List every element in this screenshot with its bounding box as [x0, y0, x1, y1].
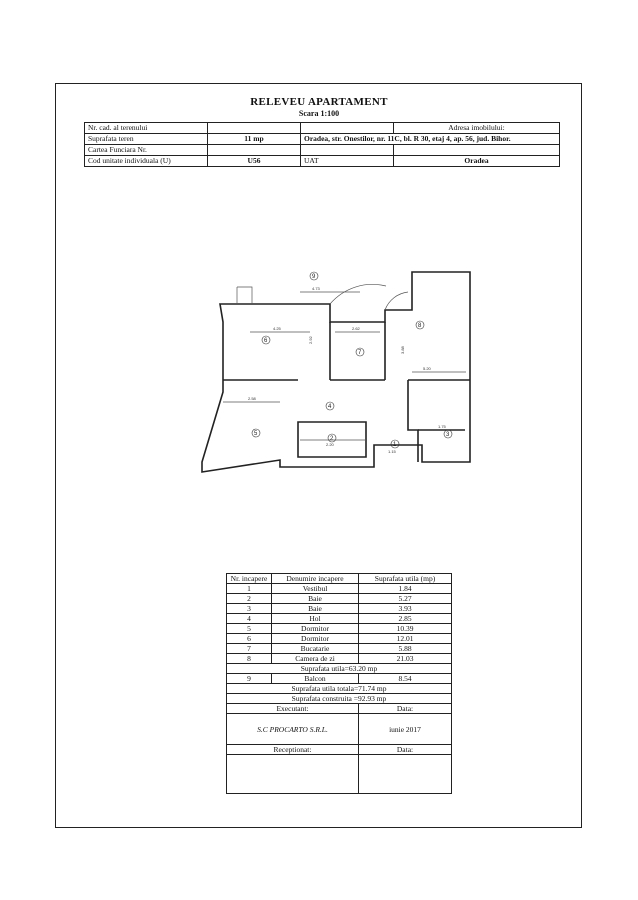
cad-label: Nr. cad. al terenului — [85, 123, 208, 134]
col-area-header: Suprafata utila (mp) — [359, 574, 452, 584]
table-row: 8 Camera de zi 21.03 — [227, 654, 452, 664]
reception-signature-area — [227, 755, 359, 794]
built-area: Suprafata construita =92.93 mp — [227, 694, 452, 704]
date-label-2: Data: — [359, 745, 452, 755]
room-label: 5 — [254, 431, 258, 437]
land-area-label: Suprafata teren — [85, 134, 208, 145]
date-value: iunie 2017 — [359, 714, 452, 745]
executant-label: Executant: — [227, 704, 359, 714]
room-label: 1 — [393, 442, 397, 448]
dimension-text: 2.62 — [352, 326, 360, 331]
room-label: 8 — [418, 323, 422, 329]
room-label: 7 — [358, 350, 362, 356]
land-book-label: Cartea Funciara Nr. — [85, 145, 208, 156]
table-row: 4 Hol 2.85 — [227, 614, 452, 624]
table-row: 1 Vestibul 1.84 — [227, 584, 452, 594]
reception-date-area — [359, 755, 452, 794]
document-title: RELEVEU APARTAMENT — [250, 96, 388, 108]
room-label: 9 — [312, 274, 316, 280]
total-useful-area: Suprafata utila totala=71.74 mp — [227, 684, 452, 694]
scale-label: Scara 1:100 — [298, 109, 340, 118]
window-mark — [237, 287, 252, 304]
land-area-value: 11 mp — [208, 134, 301, 145]
uat-value: Oradea — [394, 156, 560, 167]
room-label: 4 — [328, 404, 332, 410]
table-row: 3 Baie 3.93 — [227, 604, 452, 614]
table-row: 5 Dormitor 10.39 — [227, 624, 452, 634]
address-label: Adresa imobilului: — [394, 123, 560, 134]
dimension-text: 3.88 — [400, 346, 405, 354]
uat-label: UAT — [301, 156, 394, 167]
receptionat-label: Receptionat: — [227, 745, 359, 755]
header-table — [84, 122, 560, 167]
address-value: Oradea, str. Onestilor, nr. 11C, bl. R 30, etaj 4, ap. 56, jud. Bihor. — [301, 134, 560, 145]
date-label: Data: — [359, 704, 452, 714]
room-label: 3 — [446, 432, 450, 438]
col-num-header: Nr. incapere — [227, 574, 272, 584]
dimension-text: 1.75 — [438, 424, 446, 429]
dimension-text: 4.73 — [312, 286, 320, 291]
unit-code-value: U56 — [208, 156, 301, 167]
dimension-text: 4.25 — [273, 326, 281, 331]
dimension-text: 1.15 — [388, 449, 396, 454]
dimension-text: 2.58 — [248, 396, 256, 401]
col-name-header: Denumire incapere — [272, 574, 359, 584]
table-row: 7 Bucatarie 5.88 — [227, 644, 452, 654]
door-arc — [330, 284, 386, 304]
table-row: 6 Dormitor 12.01 — [227, 634, 452, 644]
dimension-text: 2.20 — [326, 442, 334, 447]
room-label: 6 — [264, 338, 268, 344]
wall — [408, 380, 418, 462]
dimension-text: 5.20 — [423, 366, 431, 371]
floor-plan — [190, 262, 490, 487]
table-row: 2 Baie 5.27 — [227, 594, 452, 604]
door-arc — [385, 292, 408, 310]
unit-code-label: Cod unitate individuala (U) — [85, 156, 208, 167]
table-row: 9 Balcon 8.54 — [227, 674, 452, 684]
room-label: 2 — [330, 436, 334, 442]
useful-area-total: Suprafata utila=63.20 mp — [227, 664, 452, 674]
rooms-table — [226, 573, 452, 794]
dimension-text: 2.92 — [308, 336, 313, 344]
company-name: S.C PROCARTO S.R.L. — [227, 714, 359, 745]
